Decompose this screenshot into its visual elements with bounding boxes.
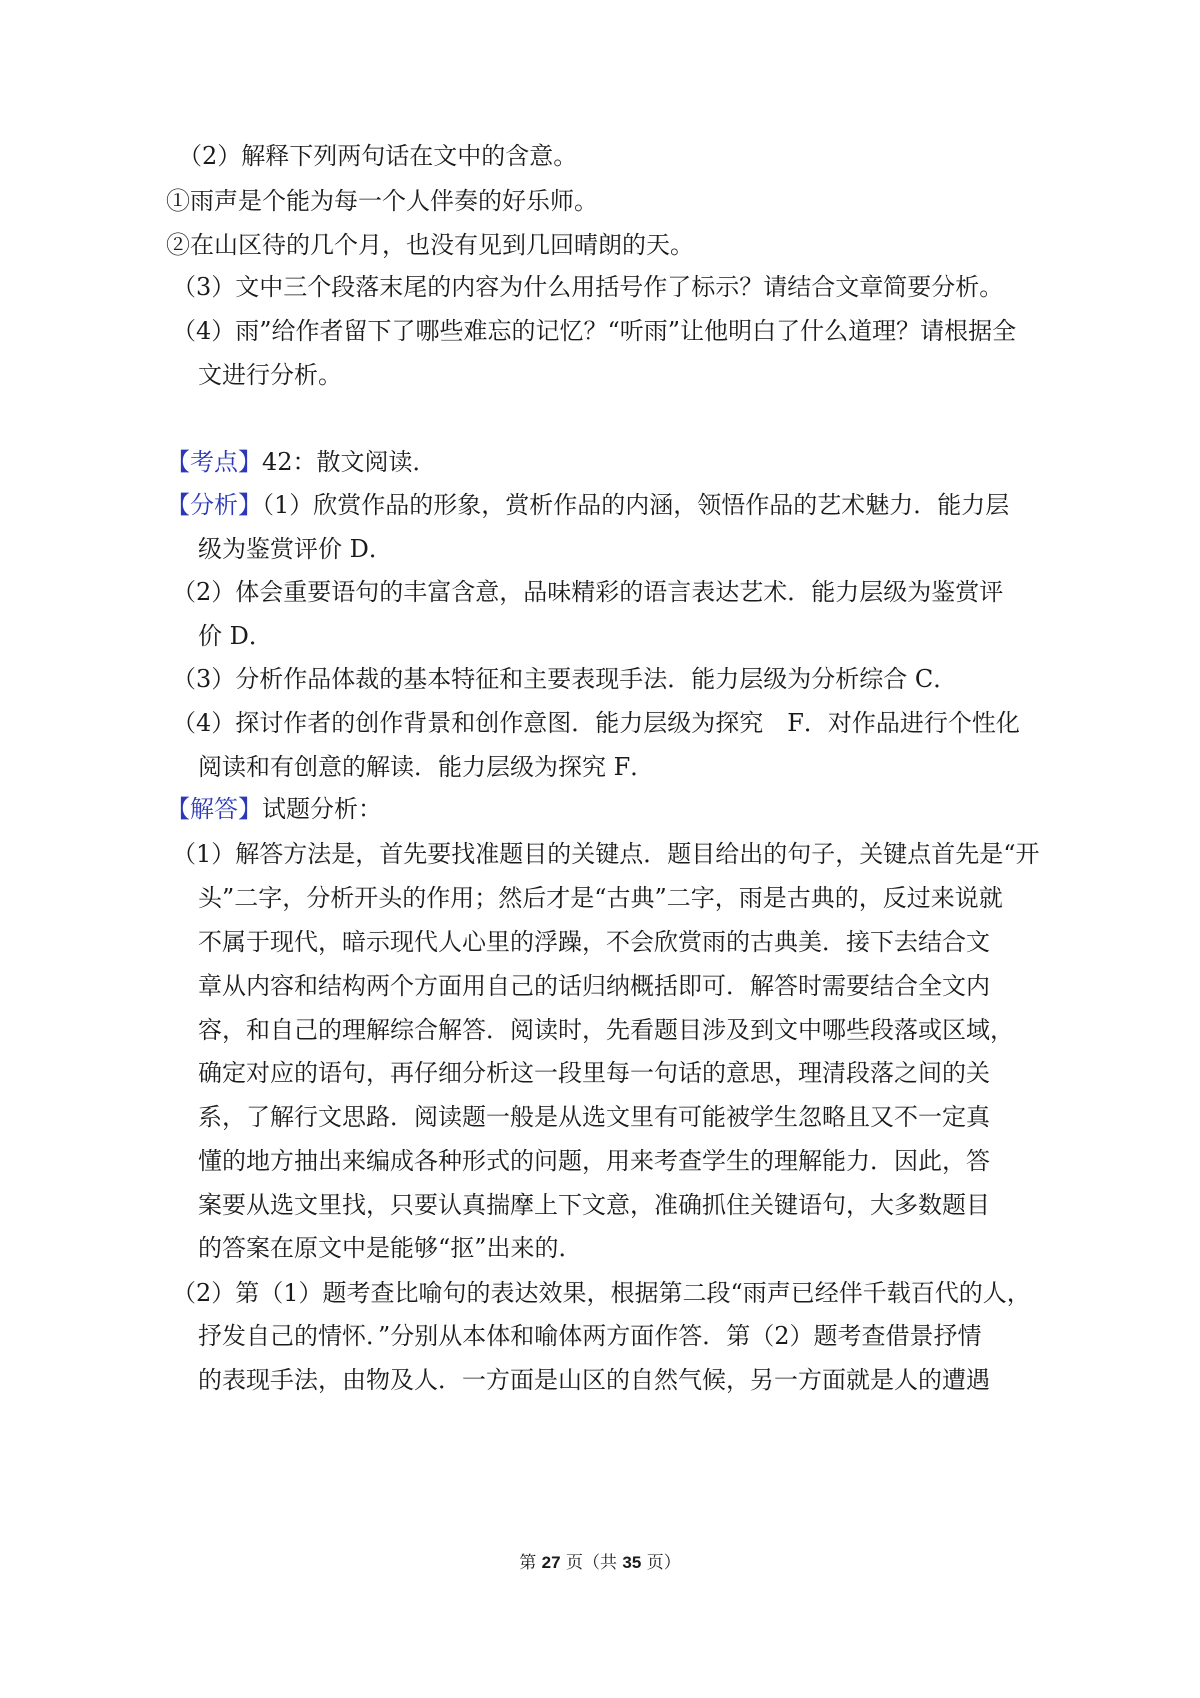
question-2-sentence-1: ①雨声是个能为每一个人伴奏的好乐师。 bbox=[166, 187, 598, 215]
kaodian-tag: 【考点】 bbox=[166, 448, 262, 476]
fenxi-line: （3）分析作品体裁的基本特征和主要表现手法．能力层级为分析综合 C． bbox=[172, 665, 958, 693]
jieda-line: （1）解答方法是，首先要找准题目的关键点．题目给出的句子，关键点首先是“开 bbox=[172, 840, 1040, 868]
question-2-prompt: （2）解释下列两句话在文中的含意。 bbox=[178, 142, 578, 170]
jieda-line: 的表现手法，由物及人．一方面是山区的自然气候，另一方面就是人的遭遇 bbox=[198, 1366, 990, 1394]
jieda-line: 案要从选文里找，只要认真揣摩上下文意，准确抓住关键语句，大多数题目 bbox=[198, 1191, 990, 1219]
fenxi-line: （2）体会重要语句的丰富含意，品味精彩的语言表达艺术．能力层级为鉴赏评 bbox=[172, 578, 1004, 606]
page-footer bbox=[0, 1551, 1200, 1575]
fenxi-tag: 【分析】 bbox=[166, 491, 262, 519]
jieda-line: 头”二字，分析开头的作用；然后才是“古典”二字，雨是古典的，反过来说就 bbox=[198, 884, 1003, 912]
jieda-line: 系，了解行文思路．阅读题一般是从选文里有可能被学生忽略且又不一定真 bbox=[198, 1103, 990, 1131]
footer-middle: 页（共 bbox=[560, 1553, 623, 1573]
jieda-row bbox=[166, 793, 382, 825]
question-2-sentence-2: ②在山区待的几个月，也没有见到几回晴朗的天。 bbox=[166, 231, 694, 259]
current-page-number: 27 bbox=[541, 1553, 561, 1572]
fenxi-line: （4）探讨作者的创作背景和创作意图．能力层级为探究 F．对作品进行个性化 bbox=[172, 709, 1020, 737]
kaodian-text: 42：散文阅读． bbox=[262, 448, 437, 476]
jieda-line: 抒发自己的情怀．”分别从本体和喻体两方面作答．第（2）题考查借景抒情 bbox=[198, 1322, 982, 1350]
question-3-prompt: （3）文中三个段落末尾的内容为什么用括号作了标示？请结合文章简要分析。 bbox=[172, 273, 1004, 301]
total-page-number: 35 bbox=[622, 1553, 642, 1572]
question-4-prompt: （4）雨”给作者留下了哪些难忘的记忆？“听雨”让他明白了什么道理？请根据全 bbox=[172, 317, 1017, 345]
jieda-line: 确定对应的语句，再仔细分析这一段里每一句话的意思，理清段落之间的关 bbox=[198, 1059, 990, 1087]
fenxi-first-line: （1）欣赏作品的形象，赏析作品的内涵，领悟作品的艺术魅力．能力层 bbox=[262, 491, 1010, 519]
jieda-first-line: 试题分析： bbox=[262, 795, 382, 823]
footer-prefix: 第 bbox=[519, 1553, 542, 1573]
kaodian-row bbox=[166, 446, 437, 478]
fenxi-line: 价 D． bbox=[198, 622, 273, 650]
fenxi-line: 阅读和有创意的解读．能力层级为探究 F． bbox=[198, 753, 655, 781]
jieda-line: 容，和自己的理解综合解答．阅读时，先看题目涉及到文中哪些段落或区域， bbox=[198, 1016, 1014, 1044]
jieda-line: 不属于现代，暗示现代人心里的浮躁，不会欣赏雨的古典美．接下去结合文 bbox=[198, 928, 990, 956]
fenxi-line: 级为鉴赏评价 D． bbox=[198, 535, 393, 563]
jieda-line: （2）第（1）题考查比喻句的表达效果，根据第二段“雨声已经伴千载百代的人， bbox=[172, 1279, 1031, 1307]
jieda-line: 章从内容和结构两个方面用自己的话归纳概括即可．解答时需要结合全文内 bbox=[198, 972, 990, 1000]
jieda-tag: 【解答】 bbox=[166, 795, 262, 823]
jieda-line: 懂的地方抽出来编成各种形式的问题，用来考查学生的理解能力．因此，答 bbox=[198, 1147, 990, 1175]
fenxi-row bbox=[166, 489, 1009, 521]
jieda-line: 的答案在原文中是能够“抠”出来的． bbox=[198, 1234, 583, 1262]
question-4-prompt-cont: 文进行分析。 bbox=[198, 361, 342, 389]
footer-suffix: 页） bbox=[641, 1553, 681, 1573]
